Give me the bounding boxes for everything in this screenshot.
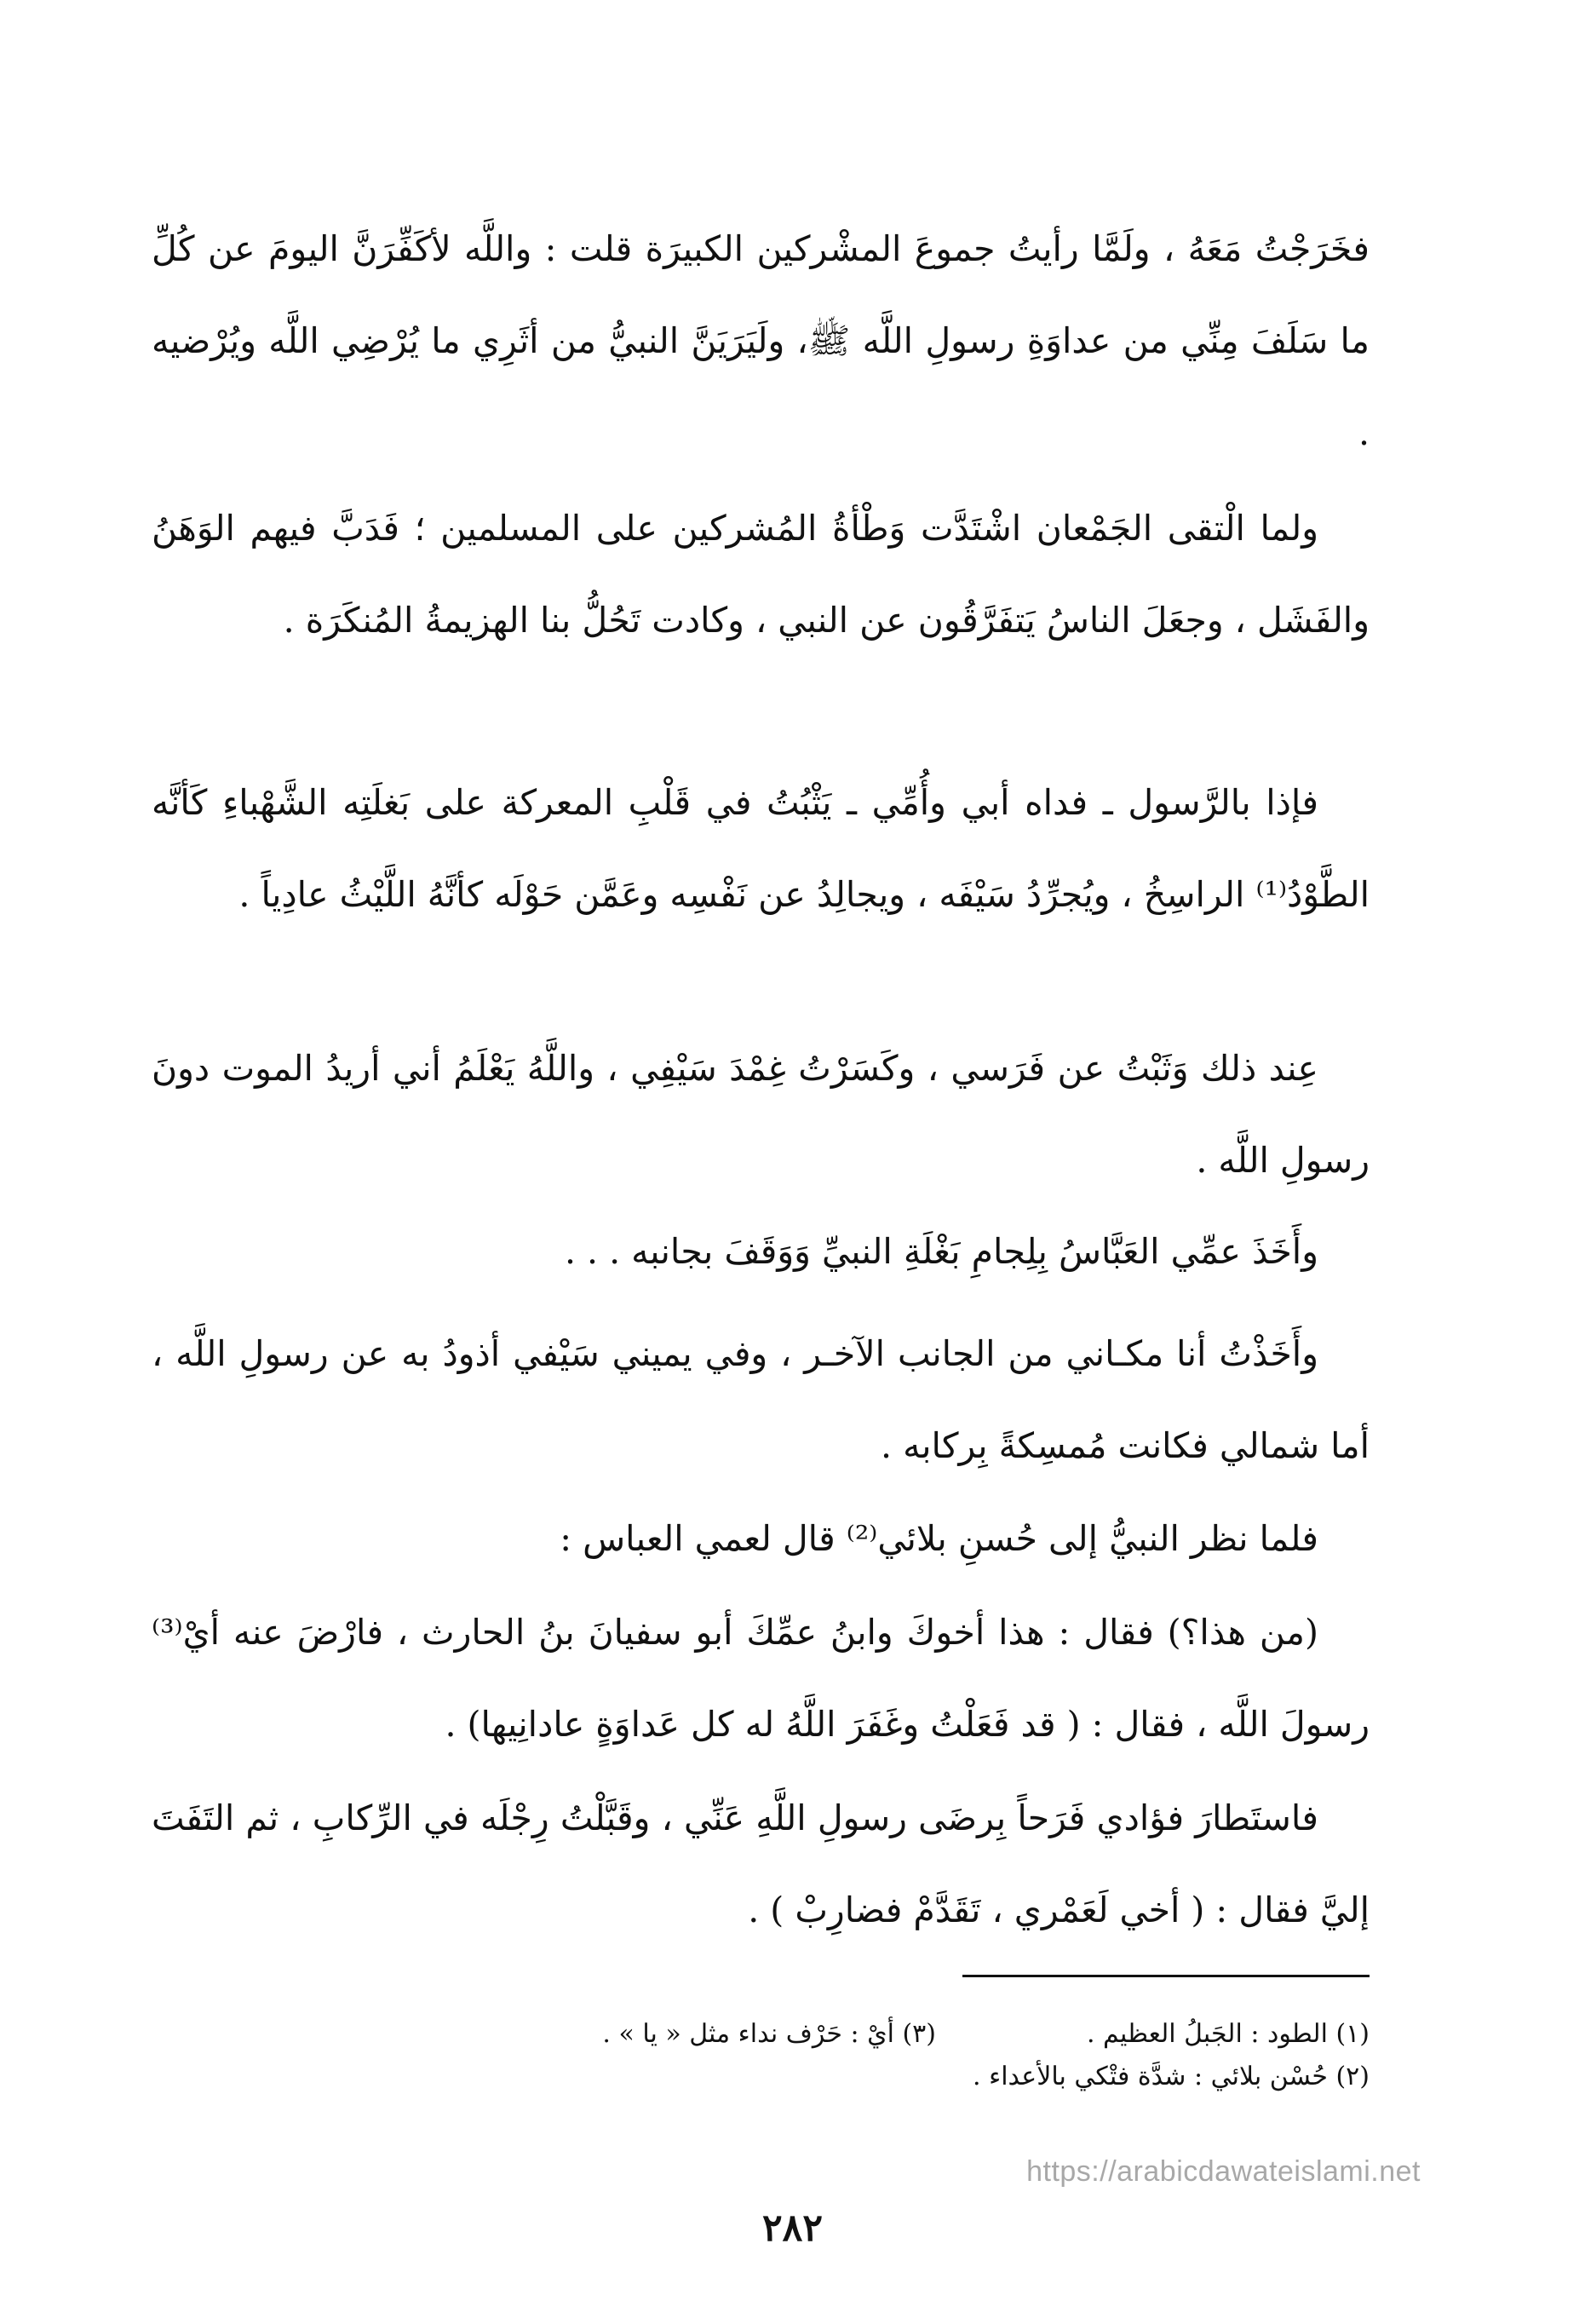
paragraph-8: (من هذا؟) فقال : هذا أخوكَ وابنُ عمِّكَ أبو سفيانَ بنُ الحارث ، فارْضَ عنه أيْ⁽³⁾ رسولَ اللَّه ، فقال : ( قد فَعَلْتُ وغَفَرَ اللَّهُ له كل عَداوَةٍ عادانِيها) .	[152, 1612, 1370, 1745]
page-number: ٢٨٢	[762, 2206, 823, 2250]
paragraph-5: وأَخَذَ عمِّي العَبَّاسُ بِلِجامِ بَغْلَةِ النبيِّ وَوَقَفَ بجانبه . . .	[564, 1231, 1318, 1272]
paragraph-6: وأَخَذْتُ أنا مكـاني من الجانب الآخـر ، وفي يميني سَيْفي أذودُ به عن رسولِ اللَّه ، أما شمالي فكانت مُمسِكةً بِركابه .	[152, 1333, 1370, 1466]
footnote-3: (٣) أيْ : حَرْف نداء مثل « يا » .	[602, 2019, 936, 2049]
paragraph-4: عِند ذلك وَثَبْتُ عن فَرَسي ، وكَسَرْتُ غِمْدَ سَيْفِي ، واللَّهُ يَعْلَمُ أني أريدُ الموت دونَ رسولِ اللَّه .	[152, 1048, 1370, 1181]
watermark-url: https://arabicdawateislami.net	[1026, 2155, 1421, 2188]
footnote-divider	[962, 1975, 1370, 1977]
paragraph-2: ولما الْتقى الجَمْعان اشْتَدَّت وَطْأةُ المُشركين على المسلمين ؛ فَدَبَّ فيهم الوَهَنُ والفَشَل ، وجعَلَ الناسُ يَتفَرَّقُون عن النبي ، وكادت تَحُلُّ بنا الهزيمةُ المُنكَرَة .	[152, 508, 1370, 641]
paragraph-1: فخَرَجْتُ مَعَهُ ، ولَمَّا رأيتُ جموعَ المشْركين الكبيرَة قلت : واللَّه لأكَفِّرَنَّ اليومَ عن كُلِّ ما سَلَفَ مِنِّي من عداوَةِ رسولِ اللَّه ﷺ، ولَيَرَيَنَّ النبيُّ من أثَرِي ما يُرْضِي اللَّه ويُرْضيه .	[152, 228, 1370, 453]
paragraph-3: فإذا بالرَّسول ـ فداه أبي وأُمِّي ـ يَثْبُتُ في قَلْبِ المعركة على بَغلَتِه الشَّهْباءِ كَأنَّه الطَّوْدُ⁽¹⁾ الراسِخُ ، ويُجرِّدُ سَيْفَه ، ويجالِدُ عن نَفْسِه وعَمَّن حَوْلَه كأنَّهُ اللَّيْثُ عادِياً .	[152, 782, 1370, 915]
footnote-2: (٢) حُسْن بلائي : شدَّة فتْكي بالأعداء .	[973, 2062, 1370, 2091]
paragraph-9: فاستَطارَ فؤادي فَرَحاً بِرضَى رسولِ اللَّهِ عَنِّي ، وقَبَّلْتُ رِجْلَه في الرِّكابِ ، ثم التَفَتَ إليَّ فقال : ( أخي لَعَمْري ، تَقَدَّمْ فضارِبْ ) .	[152, 1798, 1370, 1930]
paragraph-7: فلما نظر النبيُّ إلى حُسنِ بلائي⁽²⁾ قال لعمي العباس :	[560, 1518, 1318, 1559]
footnote-1: (١) الطود : الجَبلُ العظيم .	[1086, 2019, 1370, 2049]
